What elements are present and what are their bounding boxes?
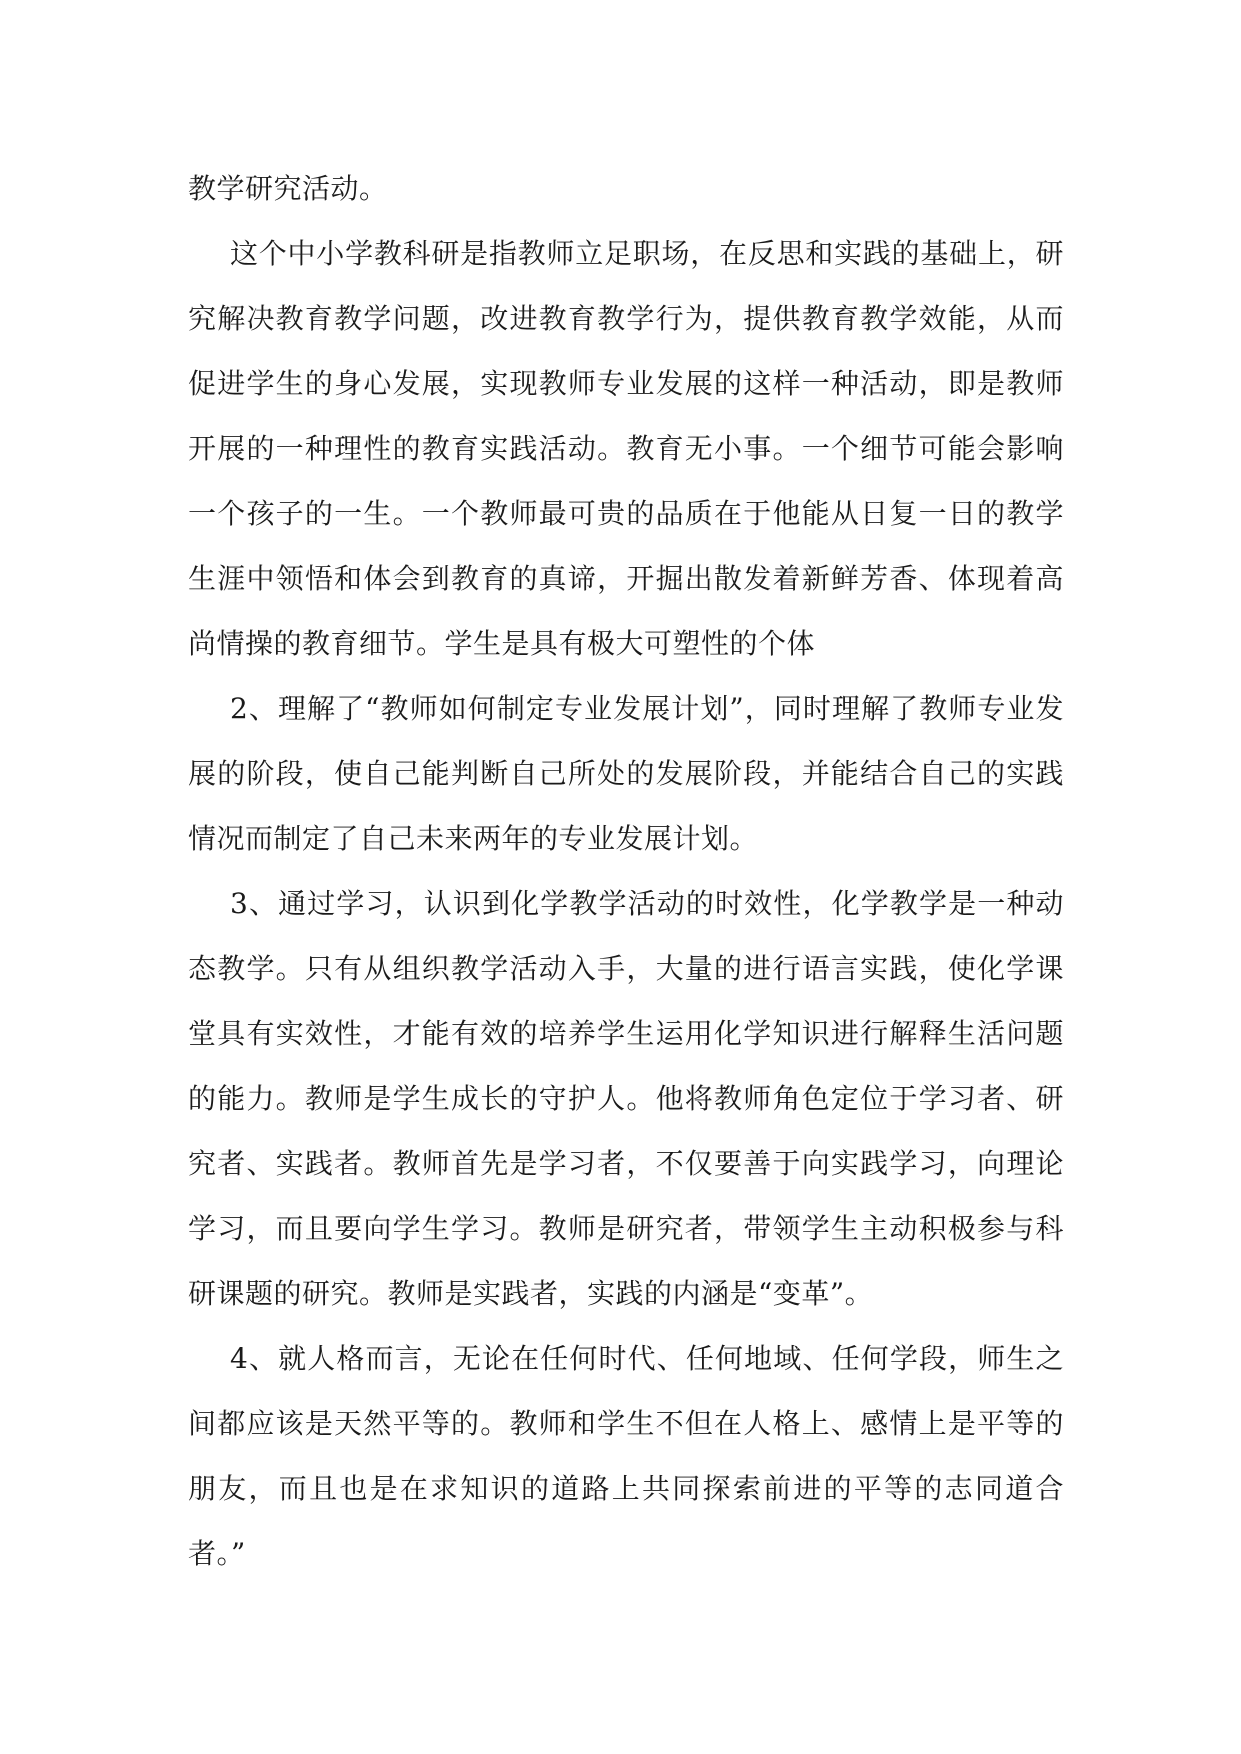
paragraph-point-4: 4、就人格而言，无论在任何时代、任何地域、任何学段，师生之间都应该是天然平等的。教师和学生不但在人格上、感情上是平等的朋友，而且也是在求知识的道路上共同探索前进的平等的志同道合者。” bbox=[188, 1342, 1064, 1570]
paragraph-point-3: 3、通过学习，认识到化学教学活动的时效性，化学教学是一种动态教学。只有从组织教学活动入手，大量的进行语言实践，使化学课堂具有实效性，才能有效的培养学生运用化学知识进行解释生活问题的能力。教师是学生成长的守护人。他将教师角色定位于学习者、研究者、实践者。教师首先是学习者，不仅要善于向实践学习，向理论学习，而且要向学生学习。教师是研究者，带领学生主动积极参与科研课题的研究。教师是实践者，实践的内涵是“变革”。 bbox=[188, 887, 1064, 1310]
paragraph-point-2: 2、理解了“教师如何制定专业发展计划”，同时理解了教师专业发展的阶段，使自己能判断自己所处的发展阶段，并能结合自己的实践情况而制定了自己未来两年的专业发展计划。 bbox=[188, 692, 1064, 855]
document-body bbox=[188, 156, 1064, 1586]
paragraph-research-definition: 这个中小学教科研是指教师立足职场，在反思和实践的基础上，研究解决教育教学问题，改进教育教学行为，提供教育教学效能，从而促进学生的身心发展，实现教师专业发展的这样一种活动，即是教师开展的一种理性的教育实践活动。教育无小事。一个细节可能会影响一个孩子的一生。一个教师最可贵的品质在于他能从日复一日的教学生涯中领悟和体会到教育的真谛，开掘出散发着新鲜芳香、体现着高尚情操的教育细节。学生是具有极大可塑性的个体 bbox=[188, 237, 1064, 660]
paragraph-continuation: 教学研究活动。 bbox=[188, 172, 388, 205]
